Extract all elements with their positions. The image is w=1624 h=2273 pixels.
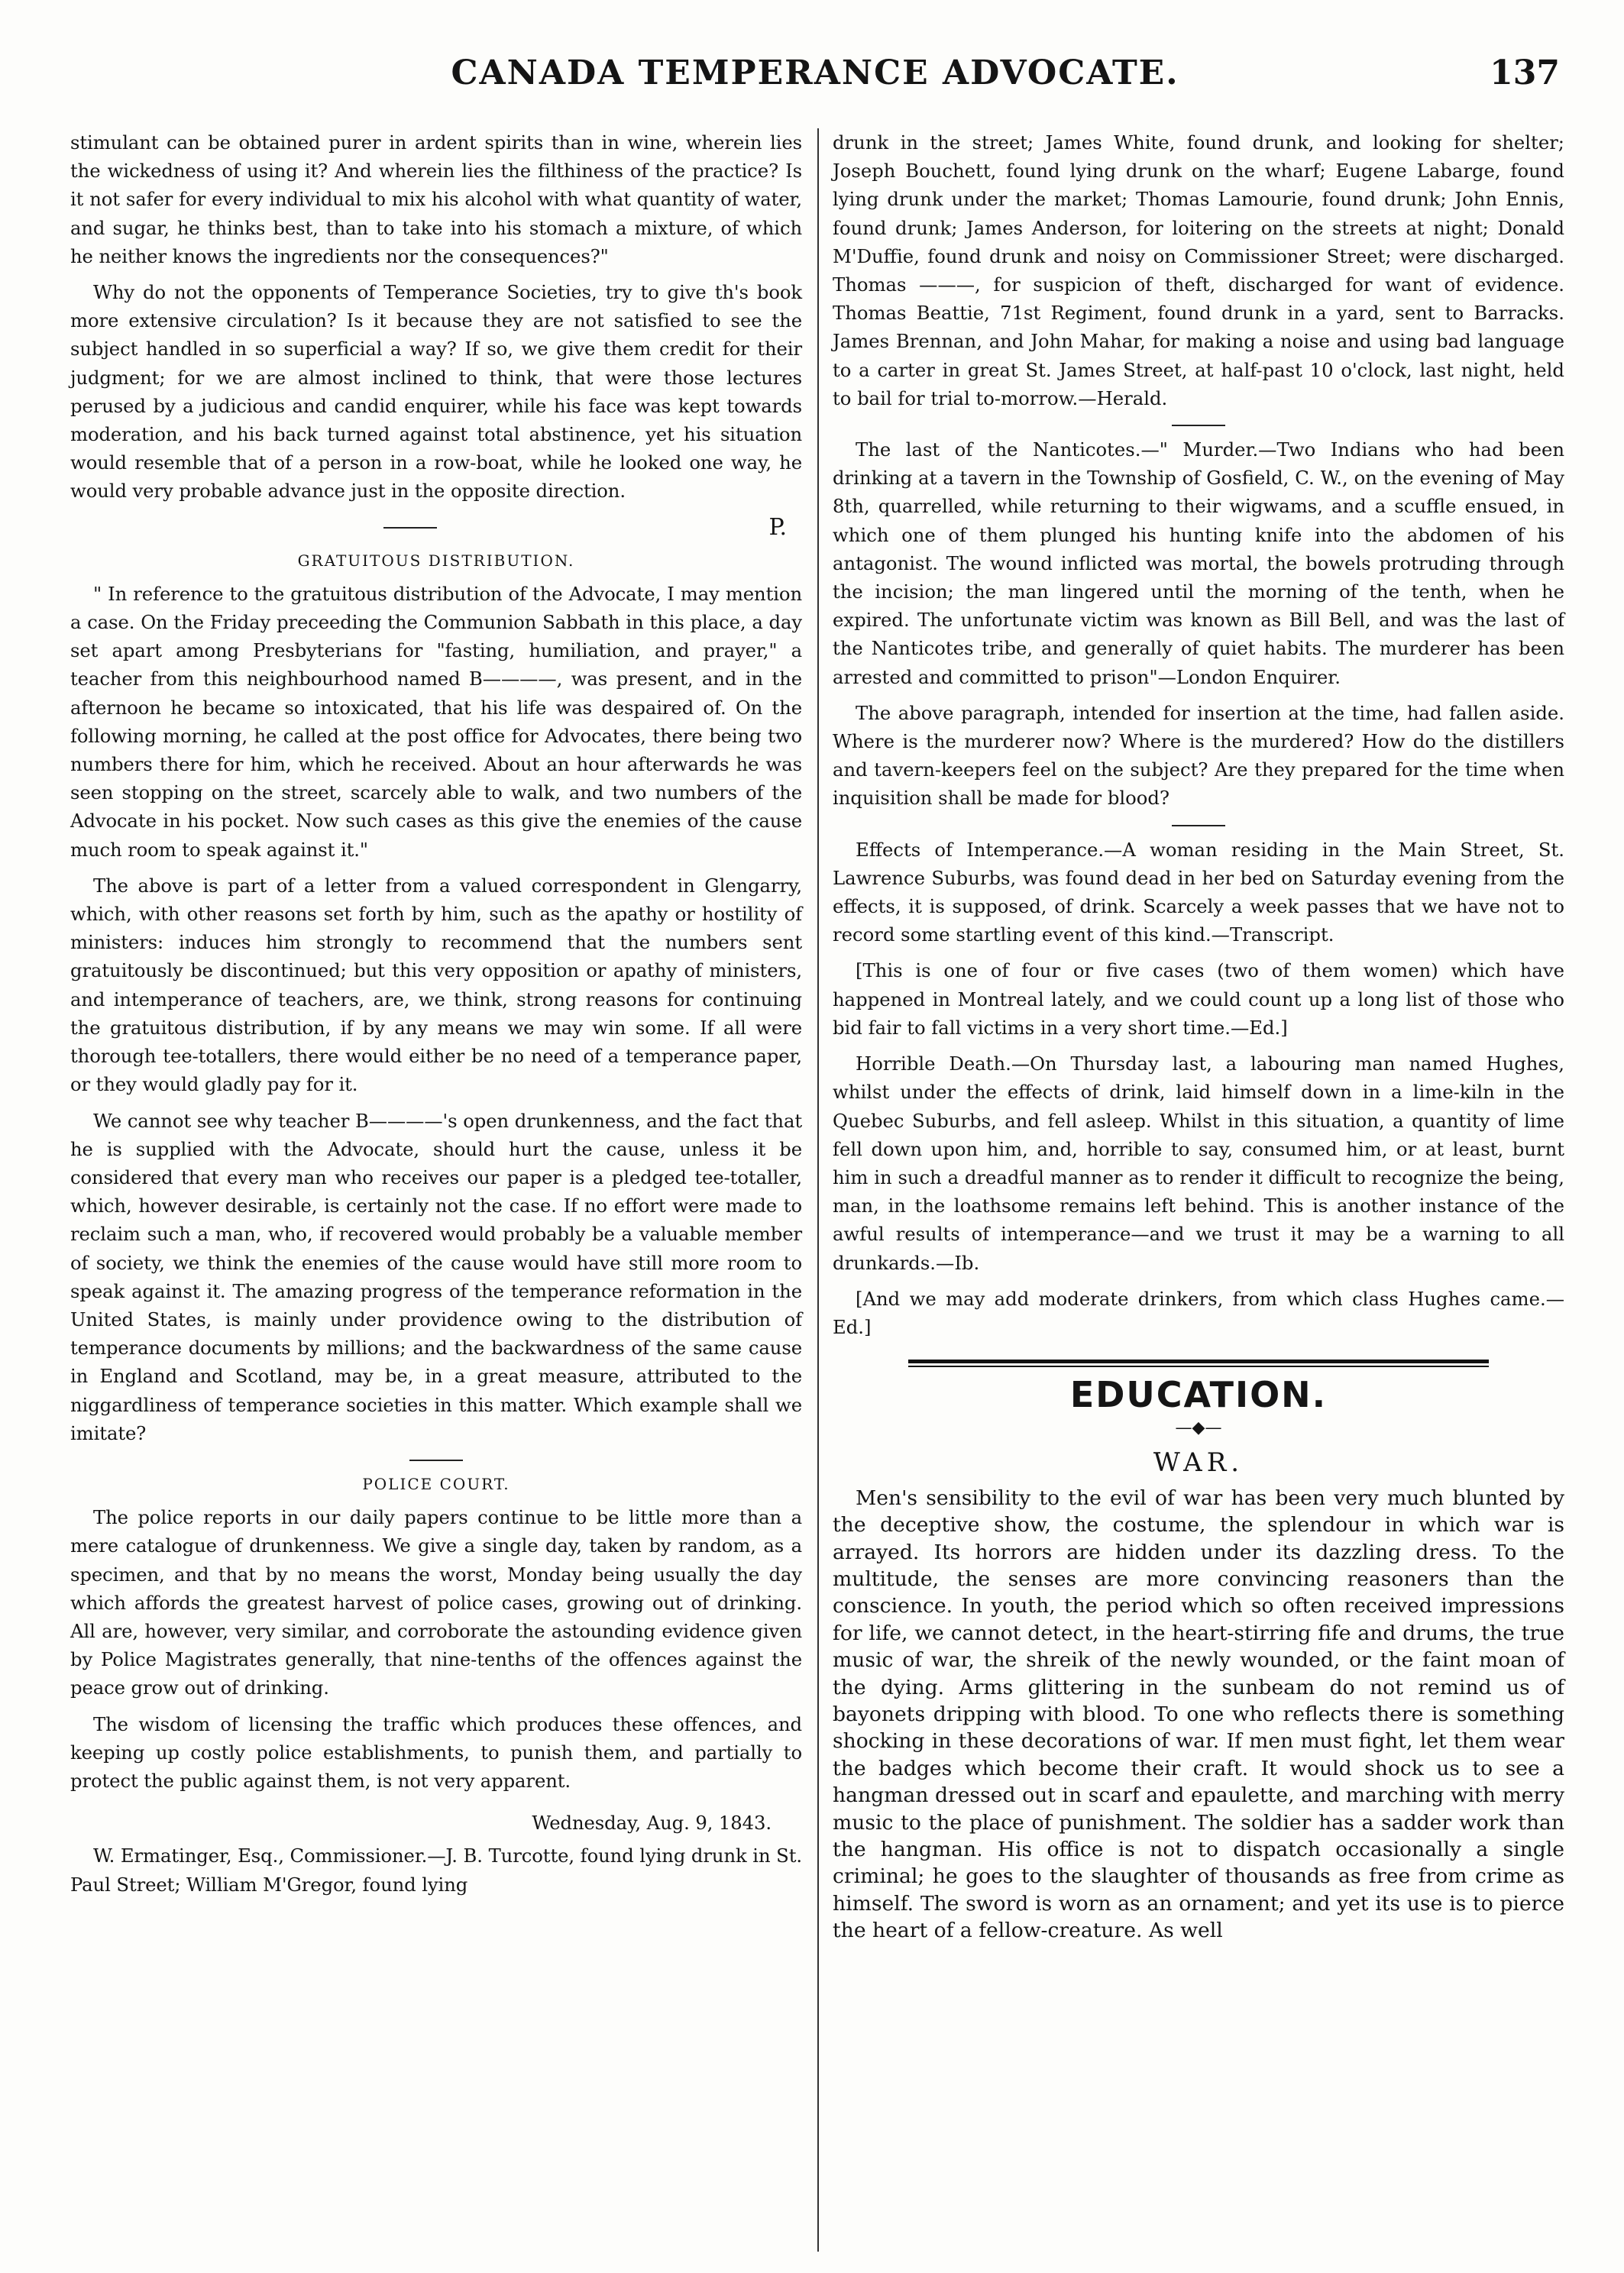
education-section-title: EDUCATION.: [1069, 1374, 1328, 1416]
separator-rule: [1172, 825, 1225, 826]
signature-row: [70, 513, 802, 541]
police-list-continuation: drunk in the street; James White, found drunk, and looking for shelter; Joseph Bouchett, found lying drunk on the wharf; Eugene Labarge, found lying drunk under the market; Thomas Lamourie, found drunk; John Ennis, found drunk; James Anderson, for loitering on the streets at night; Donald M'Duffie, found drunk and noisy on Commissioner Street; were discharged. Thomas ———, for suspicion of theft, discharged for want of evidence. Thomas Beattie, 71st Regiment, found drunk in a yard, sent to Barracks. James Brennan, and John Mahar, for making a noise and using bad language to a carter in great St. James Street, at half-past 10 o'clock, last night, held to bail for trial to-morrow.—Herald.: [833, 131, 1564, 409]
lecture-quote-paragraph: stimulant can be obtained purer in ardent spirits than in wine, wherein lies the wickedness of using it? And wherein lies the filthiness of the practice? Is it not safer for every individual to mix his alcohol with what quantity of water, and sugar, he thinks best, than to take into his stomach a mixture, of which he neither knows the ingredients nor the consequences?": [70, 131, 802, 267]
left-column: [70, 128, 802, 1906]
page-header: [70, 47, 1560, 116]
report-date: Wednesday, Aug. 9, 1843.: [532, 1812, 772, 1835]
commissioner-paragraph: W. Ermatinger, Esq., Commissioner.—J. B. Turcotte, found lying drunk in St. Paul Street; William M'Gregor, found lying: [70, 1845, 802, 1896]
page-number: 137: [1490, 53, 1560, 92]
murderer-paragraph: The above paragraph, intended for insertion at the time, had fallen aside. Where is the murderer now? Where is the murdered? How do the distillers and tavern-keepers feel on the subject? Are they prepared for the time when inquisition shall be made for blood?: [833, 701, 1564, 810]
separator-rule: [409, 1460, 463, 1461]
right-column: [833, 128, 1564, 1952]
war-article-title: WAR.: [1153, 1447, 1244, 1478]
glengarry-paragraph: The above is part of a letter from a valued correspondent in Glengarry, which, with other reasons set forth by him, such as the apathy or hostility of ministers: induces him strongly to recommend that the numbers sent gratuitously be discontinued; but this very opposition or apathy of ministers, and intemperance of teachers, are, we think, strong reasons for continuing the gratuitous distribution, if by any means we may win some. If all were thorough tee-totallers, there would either be no need of a temperance paper, or they would gladly pay for it.: [70, 874, 802, 1096]
ornament-divider: —◆—: [1175, 1418, 1222, 1438]
intemperance-effects-paragraph: Effects of Intemperance.—A woman residing in the Main Street, St. Lawrence Suburbs, was found dead in her bed on Saturday evening from the effects, it is supposed, of drink. Scarcely a week passes that we have not to record some startling event of this kind.—Transcript.: [833, 838, 1564, 946]
montreal-cases-paragraph: [This is one of four or five cases (two of them women) which have happened in Montreal lately, and we could count up a long list of those who bid fair to fall victims in a very short time.—Ed.]: [833, 959, 1564, 1039]
separator-rule: [1172, 425, 1225, 426]
war-paragraph: Men's sensibility to the evil of war has been very much blunted by the deceptive show, the costume, the splendour in which war is arrayed. Its horrors are hidden under its dazzling dress. To the multitude, the senses are more convincing reasoners than the conscience. In youth, the period which so often received impressions for life, we cannot detect, in the heart-stirring fife and drums, the true music of war, the shreik of the newly wounded, or the faint moan of the dying. Arms glittering in the sunbeam do not remind us of bayonets dripping with blood. To one who reflects there is something shocking in these decorations of war. If men must fight, let them wear the badges which become their craft. It would shock us to see a hangman dressed out in scarf and epaulette, and marching with merry music to the place of punishment. The soldier has a sadder work than the hangman. His office is not to dispatch occasionally a single criminal; he goes to the slaughter of thousands as free from crime as himself. The sword is worn as an ornament; and yet its use is to pierce the heart of a fellow-creature. As well: [833, 1486, 1564, 1943]
police-reports-paragraph: The police reports in our daily papers continue to be little more than a mere catalogue of drunkenness. We give a single day, taken by random, as a specimen, and that by no means the worst, Monday being usually the day which affords the greatest harvest of police cases, growing out of drinking. All are, however, very similar, and corroborate the astounding evidence given by Police Magistrates generally, that nine-tenths of the offences against the peace grow out of drinking.: [70, 1506, 802, 1699]
teacher-drunkenness-paragraph: We cannot see why teacher B————'s open drunkenness, and the fact that he is supplied with the Advocate, should hurt the cause, unless it be considered that every man who receives our paper is a pledged tee-totaller, which, however desirable, is certainly not the case. If no effort were made to reclaim such a man, who, if recovered would probably be a valuable member of society, we think the enemies of the cause would have still more room to speak against it. The amazing progress of the temperance reformation in the United States, is mainly under providence owing to the distribution of temperance documents by millions; and the backwardness of the same cause in England and Scotland, may be, in a great measure, attributed to the niggardliness of temperance societies in this matter. Which example shall we imitate?: [70, 1109, 802, 1444]
police-court-heading: POLICE COURT.: [362, 1474, 510, 1493]
correspondent-letter-paragraph: " In reference to the gratuitous distribution of the Advocate, I may mention a case. On the Friday preceeding the Communion Sabbath in this place, a day set apart among Presbyterians for "fasting, humiliation, and prayer," a teacher from this neighbourhood named B————, was present, and in the afternoon he became so intoxicated, that his life was despaired of. On the following morning, he called at the post office for Advocates, there being two numbers there for him, which he received. About an hour afterwards he was seen stopping on the street, scarcely able to walk, and two numbers of the Advocate in his pocket. Now such cases as this give the enemies of the cause much room to speak against it.": [70, 582, 802, 861]
author-signature: P.: [768, 513, 787, 541]
masthead-title: CANADA TEMPERANCE ADVOCATE.: [451, 53, 1179, 92]
section-double-rule: [908, 1360, 1489, 1367]
war-article: [833, 1485, 1564, 1945]
column-divider: [817, 128, 819, 2252]
temperance-opponents-paragraph: Why do not the opponents of Temperance Societies, try to give th's book more extensive circulation? Is it because they are not satisfied to see the subject handled in so superficial a way? If so, we give them credit for their judgment; for we are almost inclined to think, that were those lectures perused by a judicious and candid enquirer, while his face was kept towards moderation, and his back turned against total abstinence, yet his situation would resemble that of a person in a row-boat, while he looked one way, he would very probable advance just in the opposite direction.: [70, 281, 802, 503]
horrible-death-paragraph: Horrible Death.—On Thursday last, a labouring man named Hughes, whilst under the effects of drink, laid himself down in a lime-kiln in the Quebec Suburbs, and fell asleep. Whilst in this situation, a quantity of lime fell down upon him, and, horrible to say, consumed him, or at least, burnt him in such a dreadful manner as to render it difficult to recognize the being, man, in the loathsome remains left behind. This is another instance of the awful results of intemperance—and we trust it may be a warning to all drunkards.—Ib.: [833, 1052, 1564, 1274]
moderate-drinkers-paragraph: [And we may add moderate drinkers, from which class Hughes came.—Ed.]: [833, 1287, 1564, 1338]
separator-rule: [383, 527, 437, 529]
nanticotes-paragraph: The last of the Nanticotes.—" Murder.—Two Indians who had been drinking at a tavern in the Township of Gosfield, C. W., on the evening of May 8th, quarrelled, while returning to their wigwams, and a scuffle ensued, in which one of them plunged his hunting knife into the abdomen of his antagonist. The wound inflicted was mortal, the bowels protruding through the incision; the man lingered until the morning of the tenth, when he expired. The unfortunate victim was known as Bill Bell, and was the last of the Nanticotes tribe, and generally of quiet habits. The murderer has been arrested and committed to prison"—London Enquirer.: [833, 438, 1564, 688]
licensing-paragraph: The wisdom of licensing the traffic which produces these offences, and keeping up costly police establishments, to punish them, and partially to protect the public against them, is not very apparent.: [70, 1712, 802, 1792]
gratuitous-distribution-heading: GRATUITOUS DISTRIBUTION.: [297, 551, 575, 570]
